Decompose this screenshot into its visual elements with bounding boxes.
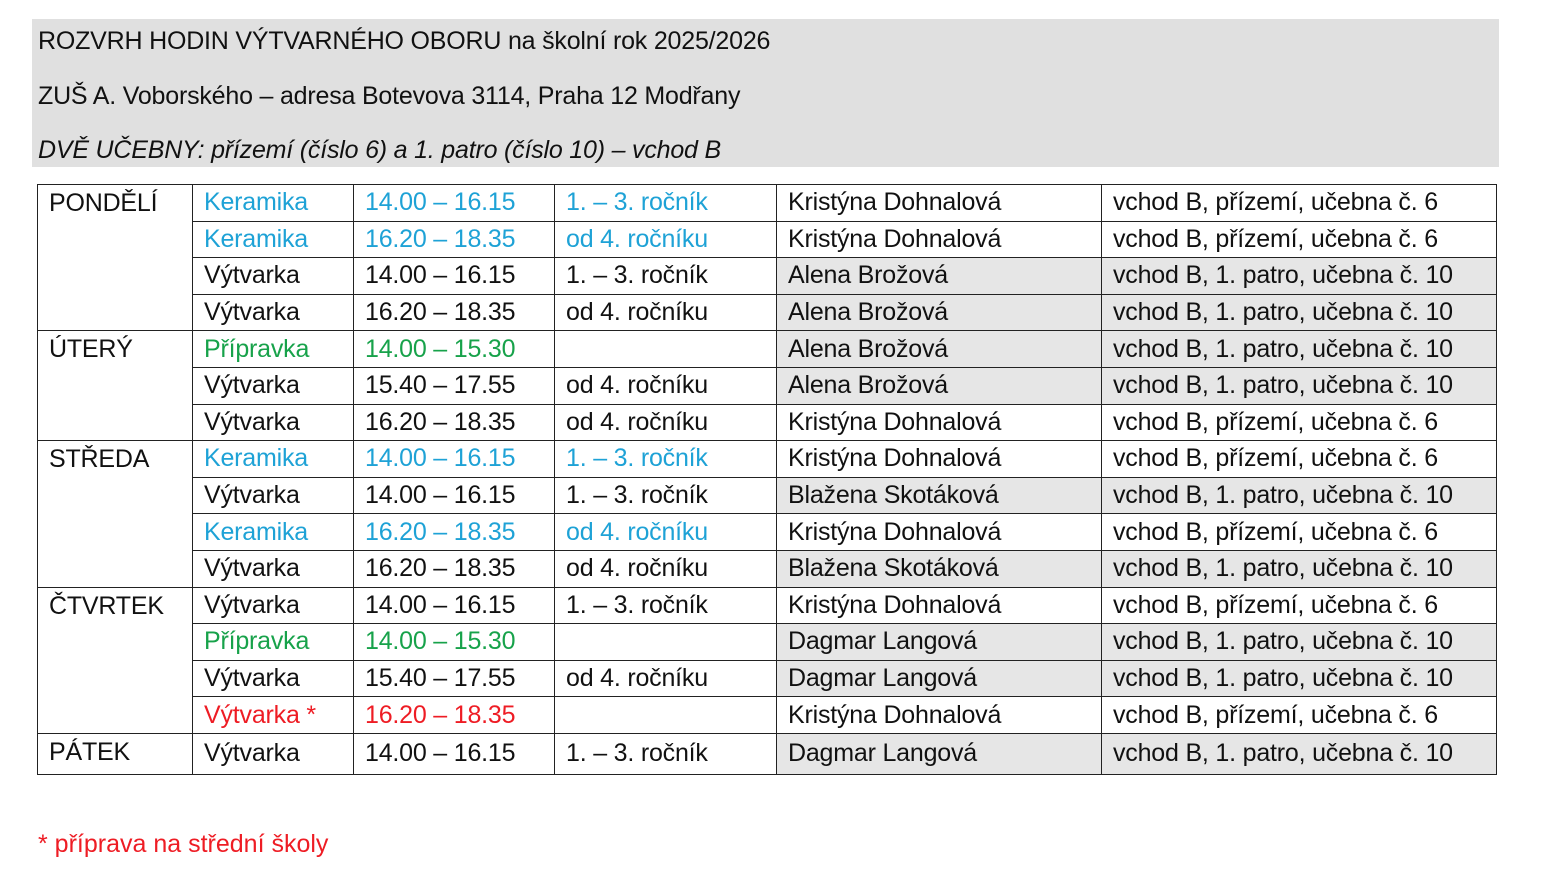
subject-cell: Výtvarka [193, 587, 354, 624]
school-address: ZUŠ A. Voborského – adresa Botevova 3114, Praha 12 Modřany [38, 82, 741, 110]
day-cell: PÁTEK [38, 733, 193, 774]
grade-cell: od 4. ročníku [555, 404, 777, 441]
document-header [32, 19, 1499, 167]
teacher-cell: Kristýna Dohnalová [777, 697, 1102, 734]
grade-cell: od 4. ročníku [555, 221, 777, 258]
subject-cell: Výtvarka [193, 404, 354, 441]
time-cell: 16.20 – 18.35 [354, 550, 555, 587]
day-cell: PONDĚLÍ [38, 185, 193, 331]
location-cell: vchod B, 1. patro, učebna č. 10 [1102, 477, 1497, 514]
table-row [38, 733, 1497, 774]
document-title: ROZVRH HODIN VÝTVARNÉHO OBORU na školní rok 2025/2026 [38, 27, 771, 55]
teacher-cell: Alena Brožová [777, 331, 1102, 368]
teacher-cell: Kristýna Dohnalová [777, 404, 1102, 441]
location-cell: vchod B, přízemí, učebna č. 6 [1102, 404, 1497, 441]
table-row [38, 587, 1497, 624]
subject-cell: Výtvarka * [193, 697, 354, 734]
teacher-cell: Dagmar Langová [777, 624, 1102, 661]
grade-cell: od 4. ročníku [555, 294, 777, 331]
grade-cell: 1. – 3. ročník [555, 733, 777, 774]
grade-cell: od 4. ročníku [555, 660, 777, 697]
teacher-cell: Alena Brožová [777, 367, 1102, 404]
grade-cell: 1. – 3. ročník [555, 185, 777, 222]
subject-cell: Výtvarka [193, 550, 354, 587]
teacher-cell: Blažena Skotáková [777, 550, 1102, 587]
table-row [38, 331, 1497, 368]
grade-cell: 1. – 3. ročník [555, 587, 777, 624]
table-row [38, 258, 1497, 295]
time-cell: 16.20 – 18.35 [354, 697, 555, 734]
subject-cell: Výtvarka [193, 258, 354, 295]
teacher-cell: Kristýna Dohnalová [777, 221, 1102, 258]
table-row [38, 514, 1497, 551]
location-cell: vchod B, 1. patro, učebna č. 10 [1102, 294, 1497, 331]
time-cell: 14.00 – 16.15 [354, 185, 555, 222]
grade-cell [555, 331, 777, 368]
grade-cell: od 4. ročníku [555, 514, 777, 551]
time-cell: 16.20 – 18.35 [354, 514, 555, 551]
subject-cell: Výtvarka [193, 294, 354, 331]
teacher-cell: Kristýna Dohnalová [777, 514, 1102, 551]
table-row [38, 185, 1497, 222]
teacher-cell: Kristýna Dohnalová [777, 587, 1102, 624]
classrooms-note: DVĚ UČEBNY: přízemí (číslo 6) a 1. patro (číslo 10) – vchod B [38, 136, 721, 164]
subject-cell: Výtvarka [193, 660, 354, 697]
location-cell: vchod B, přízemí, učebna č. 6 [1102, 514, 1497, 551]
time-cell: 15.40 – 17.55 [354, 660, 555, 697]
location-cell: vchod B, přízemí, učebna č. 6 [1102, 185, 1497, 222]
table-row [38, 441, 1497, 478]
grade-cell: od 4. ročníku [555, 550, 777, 587]
location-cell: vchod B, 1. patro, učebna č. 10 [1102, 550, 1497, 587]
table-row [38, 697, 1497, 734]
grade-cell [555, 697, 777, 734]
day-cell: ČTVRTEK [38, 587, 193, 733]
schedule-body [38, 185, 1497, 775]
location-cell: vchod B, přízemí, učebna č. 6 [1102, 587, 1497, 624]
subject-cell: Výtvarka [193, 733, 354, 774]
time-cell: 14.00 – 16.15 [354, 441, 555, 478]
day-cell: STŘEDA [38, 441, 193, 587]
location-cell: vchod B, 1. patro, učebna č. 10 [1102, 660, 1497, 697]
time-cell: 14.00 – 16.15 [354, 733, 555, 774]
grade-cell: od 4. ročníku [555, 367, 777, 404]
location-cell: vchod B, 1. patro, učebna č. 10 [1102, 733, 1497, 774]
teacher-cell: Kristýna Dohnalová [777, 185, 1102, 222]
time-cell: 16.20 – 18.35 [354, 294, 555, 331]
location-cell: vchod B, 1. patro, učebna č. 10 [1102, 367, 1497, 404]
time-cell: 14.00 – 16.15 [354, 587, 555, 624]
time-cell: 15.40 – 17.55 [354, 367, 555, 404]
time-cell: 16.20 – 18.35 [354, 404, 555, 441]
teacher-cell: Kristýna Dohnalová [777, 441, 1102, 478]
schedule-table [37, 184, 1497, 775]
time-cell: 14.00 – 15.30 [354, 331, 555, 368]
teacher-cell: Alena Brožová [777, 258, 1102, 295]
teacher-cell: Blažena Skotáková [777, 477, 1102, 514]
day-cell: ÚTERÝ [38, 331, 193, 441]
table-row [38, 404, 1497, 441]
table-row [38, 624, 1497, 661]
subject-cell: Keramika [193, 221, 354, 258]
table-row [38, 660, 1497, 697]
table-row [38, 550, 1497, 587]
grade-cell [555, 624, 777, 661]
subject-cell: Výtvarka [193, 367, 354, 404]
subject-cell: Keramika [193, 514, 354, 551]
grade-cell: 1. – 3. ročník [555, 477, 777, 514]
time-cell: 16.20 – 18.35 [354, 221, 555, 258]
location-cell: vchod B, přízemí, učebna č. 6 [1102, 697, 1497, 734]
location-cell: vchod B, přízemí, učebna č. 6 [1102, 221, 1497, 258]
grade-cell: 1. – 3. ročník [555, 441, 777, 478]
table-row [38, 367, 1497, 404]
location-cell: vchod B, přízemí, učebna č. 6 [1102, 441, 1497, 478]
footnote: * příprava na střední školy [38, 830, 329, 858]
location-cell: vchod B, 1. patro, učebna č. 10 [1102, 624, 1497, 661]
subject-cell: Přípravka [193, 331, 354, 368]
grade-cell: 1. – 3. ročník [555, 258, 777, 295]
location-cell: vchod B, 1. patro, učebna č. 10 [1102, 258, 1497, 295]
subject-cell: Keramika [193, 441, 354, 478]
subject-cell: Přípravka [193, 624, 354, 661]
table-row [38, 477, 1497, 514]
table-row [38, 294, 1497, 331]
time-cell: 14.00 – 15.30 [354, 624, 555, 661]
teacher-cell: Alena Brožová [777, 294, 1102, 331]
teacher-cell: Dagmar Langová [777, 660, 1102, 697]
table-row [38, 221, 1497, 258]
time-cell: 14.00 – 16.15 [354, 258, 555, 295]
time-cell: 14.00 – 16.15 [354, 477, 555, 514]
teacher-cell: Dagmar Langová [777, 733, 1102, 774]
location-cell: vchod B, 1. patro, učebna č. 10 [1102, 331, 1497, 368]
subject-cell: Keramika [193, 185, 354, 222]
subject-cell: Výtvarka [193, 477, 354, 514]
